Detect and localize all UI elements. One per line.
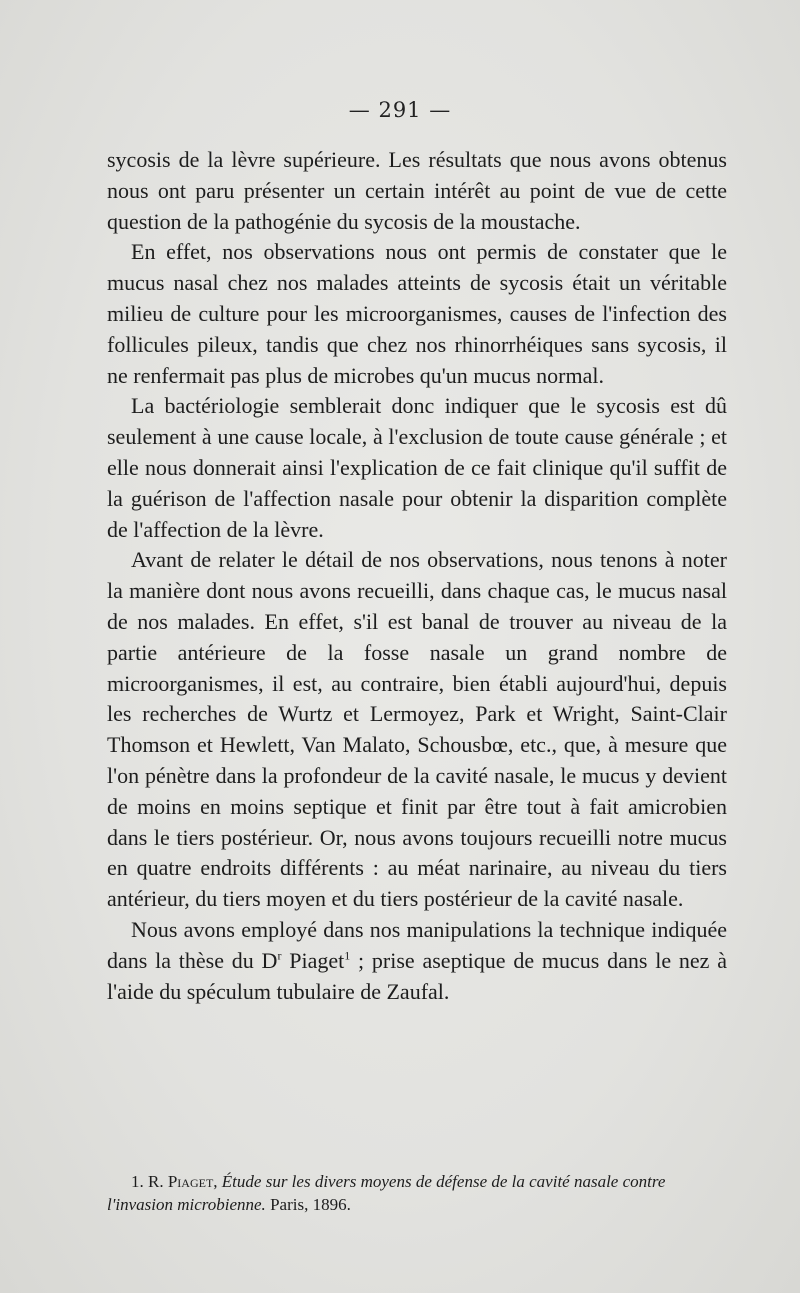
paragraph: sycosis de la lèvre supérieure. Les résultats que nous avons obtenus nous ont paru présenter un certain intérêt au point de vue de cette question de la pathogénie du sycosis de la moustache. — [107, 147, 727, 234]
footnote — [107, 1170, 727, 1216]
author-name: Piaget — [281, 947, 345, 973]
footnote-author: R. Piaget, — [148, 1172, 218, 1191]
paragraph-text: ; prise aseptique de mucus dans le nez à l'aide du spéculum tubulaire de Zaufal. — [107, 947, 727, 1004]
footnote-reference: 1 — [344, 948, 351, 963]
footnote-number: 1. — [131, 1172, 144, 1191]
paragraph-technique — [107, 915, 727, 1007]
footnote-title: Étude sur les divers moyens de défense de la cavité nasale contre l'invasion microbienne. — [107, 1172, 666, 1214]
footnote-publication: Paris, 1896. — [270, 1195, 351, 1214]
body-text — [107, 145, 727, 1007]
paragraph: La bactériologie semblerait donc indiquer que le sycosis est dû seulement à une cause locale, à l'exclusion de toute cause générale ; et elle nous donnerait ainsi l'explication de ce fait clinique qu'il suffit de la guérison de l'affection nasale pour obtenir la disparition complète de l'affection de la lèvre. — [107, 393, 727, 542]
paragraph: Avant de relater le détail de nos observations, nous tenons à noter la manière dont nous avons recueilli, dans chaque cas, le mucus nasal de nos malades. En effet, s'il est banal de trouver au niveau de la partie antérieure de la fosse nasale un grand nombre de microorganismes, il est, au contraire, bien établi aujourd'hui, depuis les recherches de Wurtz et Lermoyez, Park et Wright, Saint-Clair Thomson et Hewlett, Van Malato, Schousbœ, etc., que, à mesure que l'on pénètre dans la profondeur de la cavité nasale, le mucus y devient de moins en moins septique et finit par être tout à fait amicrobien dans le tiers postérieur. Or, nous avons toujours recueilli notre mucus en quatre endroits différents : au méat narinaire, au niveau du tiers antérieur, du tiers moyen et du tiers postérieur de la cavité nasale. — [107, 547, 727, 912]
paragraph: En effet, nos observations nous ont permis de constater que le mucus nasal chez nos malades atteints de sycosis était un véritable milieu de culture pour les microorganismes, causes de l'infection des follicules pileux, tandis que chez nos rhinorrhéiques sans sycosis, il ne renfermait pas plus de microbes qu'un mucus normal. — [107, 239, 727, 388]
paragraph-text: Nous avons employé dans nos manipulations la technique indiquée dans la thèse du D — [107, 916, 727, 973]
doctor-abbreviation-superscript: r — [277, 948, 282, 963]
page-number: — 291 — — [348, 98, 452, 122]
